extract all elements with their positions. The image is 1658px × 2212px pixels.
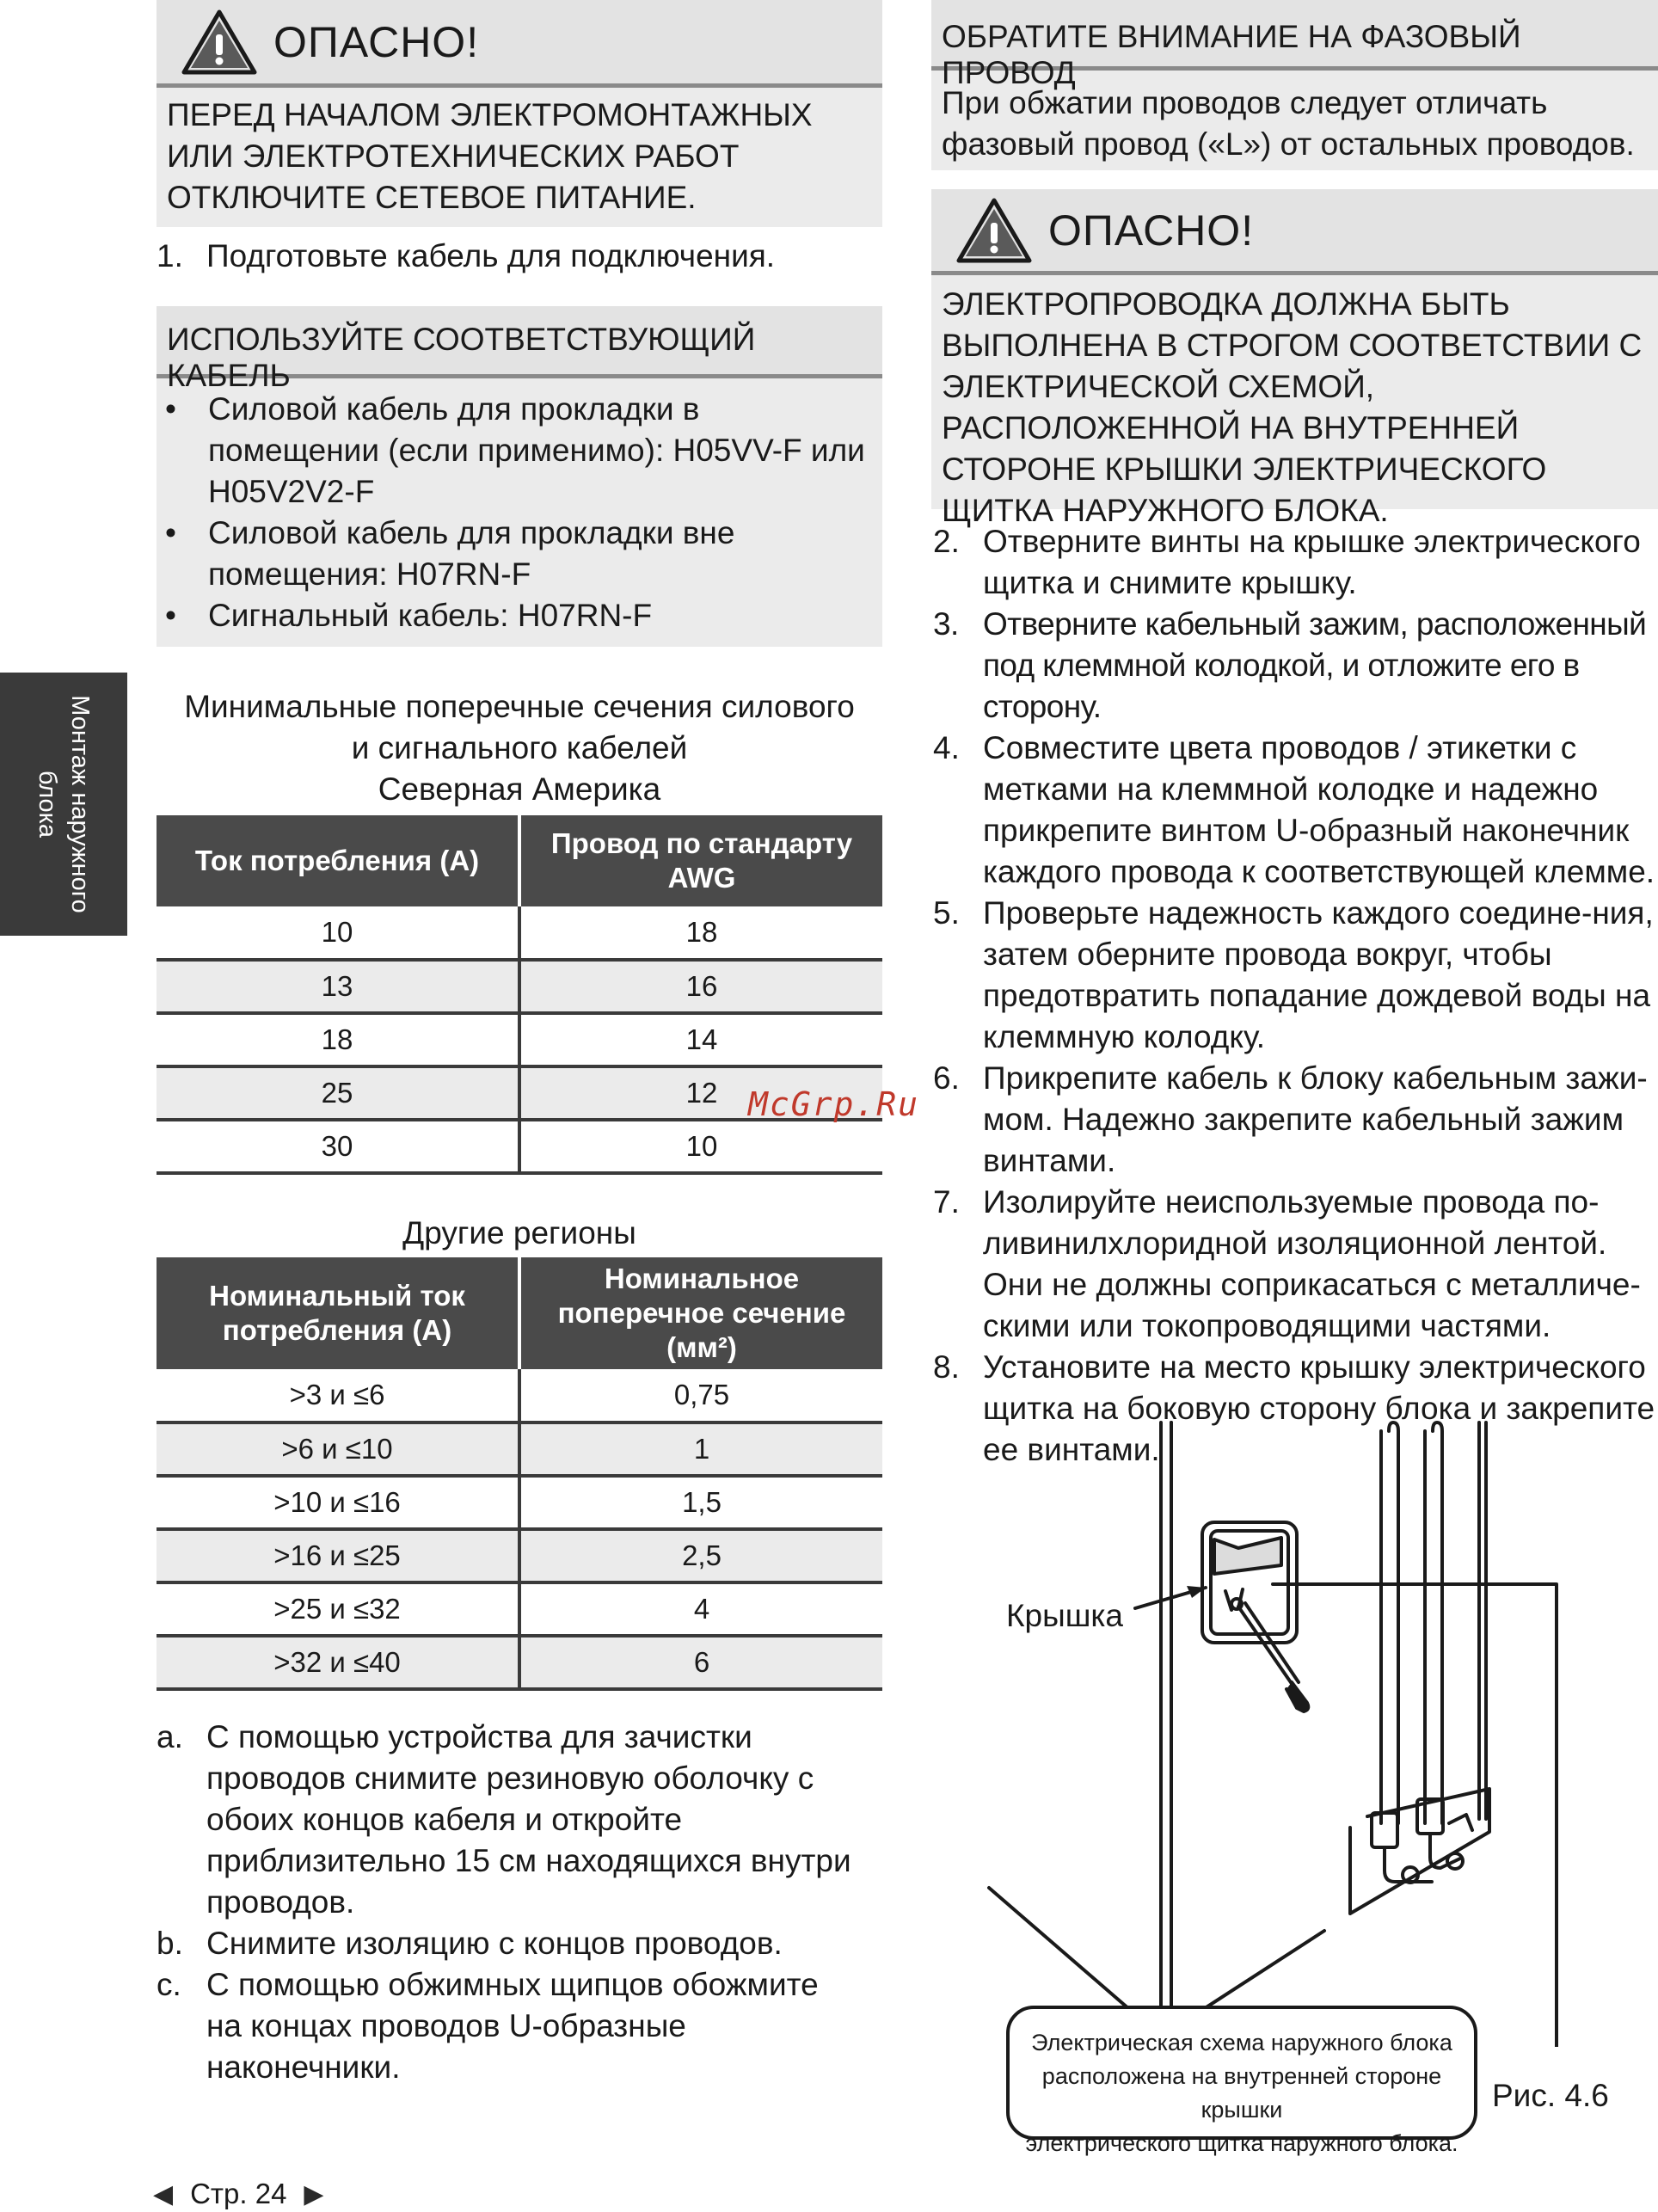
cell: 10: [519, 1120, 882, 1173]
cell: 10: [157, 906, 519, 960]
cell: >6 и ≤10: [157, 1422, 519, 1476]
list-item: [933, 1182, 1658, 1347]
table1-caption: [157, 686, 882, 810]
note-line: расположена на внутренней стороне крышки: [1041, 2063, 1442, 2123]
cell: 18: [519, 906, 882, 960]
danger-text: ПЕРЕД НАЧАЛОМ ЭЛЕКТРОМОНТАЖНЫХ ИЛИ ЭЛЕКТРОТЕХНИЧЕСКИХ РАБОТ ОТКЛЮЧИТЕ СЕТЕВОЕ ПИТАНИЕ.: [167, 97, 813, 215]
item-number: 5.: [933, 895, 960, 931]
list-item: [157, 236, 882, 277]
danger-box-1: [157, 0, 882, 227]
cell: >3 и ≤6: [157, 1369, 519, 1422]
cell: 1: [519, 1422, 882, 1476]
left-column: [157, 0, 882, 2088]
cell: 6: [519, 1636, 882, 1689]
item-text: Силовой кабель для прокладки в помещении (если применимо): H05VV-F или H05V2V2-F: [208, 391, 865, 509]
substep-list: [157, 1717, 882, 2088]
cell: 12: [519, 1066, 882, 1120]
page-number: Стр. 24: [190, 2178, 287, 2209]
cell: 14: [519, 1013, 882, 1066]
table-row: [157, 1120, 882, 1173]
danger-box-2: [931, 189, 1658, 528]
side-tab: [0, 673, 127, 936]
table-row: [157, 906, 882, 960]
list-item: [933, 728, 1658, 893]
right-column: [931, 0, 1658, 1471]
item-text: Совместите цвета проводов / этикетки с метками на клеммной колодке и надежно прикрепите винтом U-образный наконечник каждого провода к соответствующей клемме.: [983, 730, 1655, 889]
note-header: ОБРАТИТЕ ВНИМАНИЕ НА ФАЗОВЫЙ ПРОВОД: [931, 0, 1658, 71]
note-line: Электрическая схема наружного блока: [1031, 2030, 1452, 2055]
table-row: [157, 1369, 882, 1422]
table-row: [157, 1422, 882, 1476]
item-number: b.: [157, 1926, 183, 1961]
item-text: Снимите изоляцию с концов проводов.: [206, 1926, 783, 1961]
list-item: [157, 1964, 857, 2088]
item-text: Отверните винты на крышке электрического щитка и снимите крышку.: [983, 524, 1641, 600]
step-list: [157, 236, 882, 277]
item-text: С помощью обжимных щипцов обожмите на концах проводов U-образные наконечники.: [206, 1967, 819, 2085]
outdoor-unit-illustration: [980, 1419, 1582, 2047]
table-row: [157, 960, 882, 1013]
danger-title: ОПАСНО!: [1048, 206, 1255, 255]
item-number: 2.: [933, 524, 960, 559]
column-header: Ток потребления (А): [157, 815, 519, 906]
item-text: Силовой кабель для прокладки вне помещения: H07RN-F: [208, 515, 735, 592]
cell: 4: [519, 1582, 882, 1636]
caption-line: и сигнального кабелей: [351, 730, 688, 765]
warning-triangle-icon: [955, 197, 1033, 264]
table2-caption: Другие регионы: [402, 1215, 636, 1250]
caption-line: Северная Америка: [378, 771, 661, 807]
page-footer: [153, 2178, 324, 2210]
item-text: Сигнальный кабель: H07RN-F: [208, 598, 653, 633]
list-item: [157, 1923, 857, 1964]
warning-triangle-icon: [181, 9, 258, 76]
danger-title: ОПАСНО!: [273, 17, 480, 66]
list-item: • Сигнальный кабель: H07RN-F: [157, 595, 872, 636]
cell: 1,5: [519, 1476, 882, 1529]
cover-label: Крышка: [1006, 1598, 1123, 1633]
cell: 16: [519, 960, 882, 1013]
cell: >10 и ≤16: [157, 1476, 519, 1529]
table-row: [157, 1636, 882, 1689]
table-row: [157, 1582, 882, 1636]
list-item: [157, 1717, 857, 1923]
danger-header: [157, 0, 882, 88]
watermark: McGrp.Ru: [748, 1085, 920, 1123]
item-number: 3.: [933, 606, 959, 642]
prev-page-icon[interactable]: ◀: [153, 2179, 174, 2209]
note-line: электрического щитка наружного блока.: [1025, 2130, 1458, 2156]
table-row: [157, 1529, 882, 1582]
item-text: Установите на место крышку электрического щитка на боковую сторону блока и закрепите ее винтами.: [983, 1349, 1655, 1467]
caption-line: Минимальные поперечные сечения силового: [184, 689, 855, 724]
note-header: ИСПОЛЬЗУЙТЕ СООТВЕТСТВУЮЩИЙ КАБЕЛЬ: [157, 306, 882, 378]
phase-note-box: [931, 0, 1658, 170]
list-item: [933, 604, 1658, 728]
list-item: • Силовой кабель для прокладки в помещении (если применимо): H05VV-F или H05V2V2-F: [157, 389, 872, 513]
step-list: [931, 521, 1658, 1471]
danger-text: ЭЛЕКТРОПРОВОДКА ДОЛЖНА БЫТЬ ВЫПОЛНЕНА В СТРОГОМ СООТВЕТСТВИИ С ЭЛЕКТРИЧЕСКОЙ СХЕМОЙ, РАСПОЛОЖЕННОЙ НА ВНУТРЕННЕЙ СТОРОНЕ КРЫШКИ ЭЛЕКТРИЧЕСКОГО ЩИТКА НАРУЖНОГО БЛОКА.: [942, 286, 1643, 528]
cell: 13: [157, 960, 519, 1013]
list-item: [933, 1058, 1658, 1182]
table-row: [157, 1476, 882, 1529]
list-item: [933, 521, 1658, 604]
bullet-list: [157, 378, 882, 636]
item-text: Изолируйте неиспользуемые провода по-ливинилхлоридной изоляционной лентой. Они не должны соприкасаться с металличе-скими или токопроводящими частями.: [983, 1184, 1641, 1343]
cell: 2,5: [519, 1529, 882, 1582]
figure-number: Рис. 4.6: [1492, 2078, 1609, 2113]
cell: >16 и ≤25: [157, 1529, 519, 1582]
item-number: a.: [157, 1719, 183, 1754]
item-text: Подготовьте кабель для подключения.: [206, 238, 776, 273]
item-text: Прикрепите кабель к блоку кабельным зажи-мом. Надежно закрепите кабельный зажим винтами.: [983, 1060, 1648, 1178]
list-item: • Силовой кабель для прокладки вне помещения: H07RN-F: [157, 513, 872, 595]
item-number: 7.: [933, 1184, 960, 1220]
item-text: С помощью устройства для зачистки проводов снимите резиновую оболочку с обоих концов кабеля и откройте приблизительно 15 см находящихся внутри проводов.: [206, 1719, 851, 1920]
item-number: 6.: [933, 1060, 960, 1096]
danger-header: [931, 189, 1658, 275]
cell: >32 и ≤40: [157, 1636, 519, 1689]
table-row: [157, 1013, 882, 1066]
list-item: [933, 893, 1658, 1058]
column-header: Провод по стандарту AWG: [519, 815, 882, 906]
side-tab-label: Монтаж наружного блока: [34, 695, 94, 913]
column-header: Номинальный ток потребления (А): [157, 1257, 519, 1369]
column-header: Номинальное поперечное сечение (мм²): [519, 1257, 882, 1369]
item-number: 8.: [933, 1349, 960, 1385]
cable-note-box: [157, 306, 882, 647]
item-number: 1.: [157, 238, 183, 273]
cell: 25: [157, 1066, 519, 1120]
item-number: 4.: [933, 730, 960, 765]
item-text: Отверните кабельный зажим, расположенный под клеммной колодкой, и отложите его в сторону.: [983, 606, 1647, 724]
item-number: c.: [157, 1967, 181, 2002]
next-page-icon[interactable]: ▶: [304, 2179, 324, 2209]
cell: 30: [157, 1120, 519, 1173]
note-text: При обжатии проводов следует отличать фазовый провод («L») от остальных проводов.: [942, 85, 1635, 162]
item-text: Проверьте надежность каждого соедине-ния, затем оберните провода вокруг, чтобы предотвратить попадание дождевой воды на клеммную колодку.: [983, 895, 1654, 1054]
table-other-regions: [157, 1257, 882, 1691]
wiring-diagram-note: [1006, 2006, 1477, 2156]
cell: 0,75: [519, 1369, 882, 1422]
cell: 18: [157, 1013, 519, 1066]
cell: >25 и ≤32: [157, 1582, 519, 1636]
